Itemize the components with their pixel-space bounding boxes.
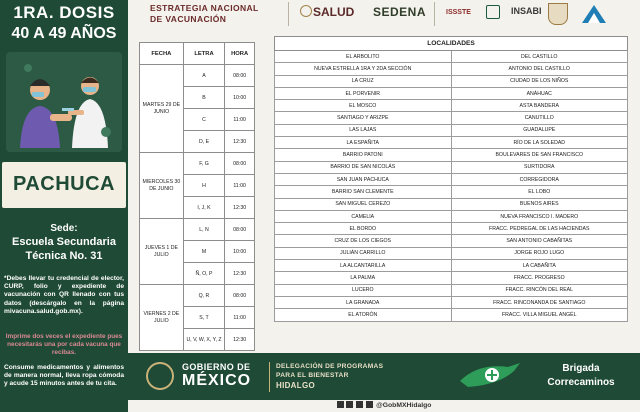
schedule-letra: Ñ, O, P	[183, 263, 225, 285]
mexico-eagle-seal-icon	[146, 362, 174, 390]
schedule-hora: 12:30	[225, 197, 255, 219]
locality-name: BOULEVARES DE SAN FRANCISCO	[451, 149, 628, 161]
locality-name: EL LOBO	[451, 186, 628, 198]
locality-row	[275, 198, 628, 210]
locality-row	[275, 223, 628, 235]
locality-name: LAS LAJAS	[275, 124, 452, 136]
locality-name: GUADALUPE	[451, 124, 628, 136]
locality-name: FRACC. RINCÓN DEL REAL	[451, 284, 628, 296]
locality-name: LA PALMA	[275, 272, 452, 284]
social-handle: @GobMXHidalgo	[376, 402, 432, 409]
locality-name: LA CRUZ	[275, 75, 452, 87]
schedule-hora: 08:00	[225, 65, 255, 87]
header	[128, 0, 640, 30]
schedule-letra: C	[183, 109, 225, 131]
social-bar	[128, 400, 640, 412]
vaccination-illustration	[6, 52, 122, 152]
locality-name: LUCERO	[275, 284, 452, 296]
left-panel	[0, 0, 128, 412]
locality-name: CAMELIA	[275, 210, 452, 222]
locality-row	[275, 149, 628, 161]
footer	[128, 353, 640, 400]
locality-name: LA ESPAÑITA	[275, 137, 452, 149]
locality-name: SANTIAGO Y ARIZPE	[275, 112, 452, 124]
localities-table	[274, 36, 628, 322]
locality-row	[275, 124, 628, 136]
locality-name: EL ATORÓN	[275, 309, 452, 321]
sede-name-line1: Escuela Secundaria	[12, 236, 116, 248]
facebook-icon	[337, 401, 344, 408]
schedule-hora: 12:30	[225, 131, 255, 153]
locality-name: CRUZ DE LOS CIEGOS	[275, 235, 452, 247]
sede-name-line2: Técnica No. 31	[25, 250, 103, 262]
hidalgo-shield-icon	[548, 3, 568, 25]
schedule-hora: 12:30	[225, 329, 255, 351]
locality-name: ANTONIO DEL CASTILLO	[451, 63, 628, 75]
locality-name: EL MOSCO	[275, 100, 452, 112]
delegacion-line2: PARA EL BIENESTAR	[276, 372, 349, 379]
header-divider	[434, 2, 435, 26]
locality-name: SAN MIGUEL CEREZO	[275, 198, 452, 210]
brigada-line2: Correcaminos	[547, 377, 615, 388]
schedule-letra: A	[183, 65, 225, 87]
schedule-row	[140, 285, 255, 307]
schedule-letra: D, E	[183, 131, 225, 153]
locality-name: EL BORDO	[275, 223, 452, 235]
locality-name: SAN ANTONIO CABAÑITAS	[451, 235, 628, 247]
schedule-letra: B	[183, 87, 225, 109]
locality-row	[275, 100, 628, 112]
locality-row	[275, 112, 628, 124]
age-range-title: 40 A 49 AÑOS	[11, 25, 117, 42]
schedule-row	[140, 65, 255, 87]
schedule-hora: 08:00	[225, 153, 255, 175]
locality-name: FRACC. RINCONANDA DE SANTIAGO	[451, 296, 628, 308]
imss-logo-icon	[486, 5, 500, 19]
schedule-hora: 10:00	[225, 241, 255, 263]
schedule-row	[140, 153, 255, 175]
schedule-hora: 11:00	[225, 175, 255, 197]
locality-name: FRACC. PROGRESO	[451, 272, 628, 284]
locality-name: EL PORVENIR	[275, 87, 452, 99]
schedule-hora: 12:30	[225, 263, 255, 285]
insabi-logo: INSABI	[511, 6, 542, 16]
locality-name: CANUTILLO	[451, 112, 628, 124]
schedule-letra: Q, R	[183, 285, 225, 307]
schedule-header-letra: LETRA	[183, 43, 225, 65]
locality-name: NUEVA FRANCISCO I. MADERO	[451, 210, 628, 222]
locality-name: DEL CASTILLO	[451, 51, 628, 63]
header-divider	[288, 2, 289, 26]
schedule-header-row	[140, 43, 255, 65]
schedule-letra: M	[183, 241, 225, 263]
locality-name: ASTA BANDERA	[451, 100, 628, 112]
schedule-hora: 08:00	[225, 219, 255, 241]
locality-name: LA GRANADA	[275, 296, 452, 308]
locality-name: EL ARBOLITO	[275, 51, 452, 63]
locality-name: LA ALCANTARILLA	[275, 260, 452, 272]
schedule-letra: H	[183, 175, 225, 197]
strategy-title-line2: DE VACUNACIÓN	[150, 14, 227, 24]
schedule-table	[139, 42, 255, 351]
gobierno-line1: GOBIERNO DE	[182, 362, 251, 372]
schedule-letra: L, N	[183, 219, 225, 241]
delegacion-line1: DELEGACIÓN DE PROGRAMAS	[276, 363, 384, 370]
locality-row	[275, 173, 628, 185]
localities-header-row	[275, 37, 628, 51]
footer-divider	[269, 362, 270, 392]
print-warning: Imprime dos veces el expediente pues necesitarás una por cada vacuna que recibas.	[5, 333, 123, 356]
locality-name: SURTIDORA	[451, 161, 628, 173]
schedule-date: VIERNES 2 DE JULIO	[140, 285, 184, 351]
locality-row	[275, 260, 628, 272]
locality-row	[275, 75, 628, 87]
locality-name: JORGE ROJO LUGO	[451, 247, 628, 259]
strategy-title-line1: ESTRATEGIA NACIONAL	[150, 3, 259, 13]
issste-logo: ISSSTE	[446, 9, 471, 16]
locality-name: NUEVA ESTRELLA 1RA Y 2DA SECCIÓN	[275, 63, 452, 75]
locality-name: SAN JUAN PACHUCA	[275, 173, 452, 185]
schedule-date: MIERCOLES 30 DE JUNIO	[140, 153, 184, 219]
locality-name: LA CABAÑITA	[451, 260, 628, 272]
locality-row	[275, 137, 628, 149]
salud-logo: SALUD	[313, 5, 355, 19]
dose-title: 1RA. DOSIS	[13, 3, 115, 22]
schedule-header-fecha: FECHA	[140, 43, 184, 65]
schedule-letra: I, J, K	[183, 197, 225, 219]
locality-name: CIUDAD DE LOS NIÑOS	[451, 75, 628, 87]
schedule-letra: S, T	[183, 307, 225, 329]
schedule-hora: 08:00	[225, 285, 255, 307]
locality-name: BARRIO DE SAN NICOLÁS	[275, 161, 452, 173]
roadrunner-logo-icon	[458, 359, 522, 393]
locality-name: FRACC. PEDREGAL DE LAS HACIENDAS	[451, 223, 628, 235]
locality-row	[275, 186, 628, 198]
locality-row	[275, 284, 628, 296]
locality-row	[275, 161, 628, 173]
twitter-icon	[346, 401, 353, 408]
schedule-hora: 11:00	[225, 109, 255, 131]
locality-name: CORREGIDORA	[451, 173, 628, 185]
locality-name: RÍO DE LA SOLEDAD	[451, 137, 628, 149]
youtube-icon	[356, 401, 363, 408]
brigada-line1: Brigada	[562, 363, 600, 374]
locality-name: BARRIO PATONI	[275, 149, 452, 161]
locality-row	[275, 51, 628, 63]
sedena-logo: SEDENA	[373, 5, 427, 19]
requirements-note: *Debes llevar tu credencial de elector, CURP, folio y expediente de vacunación con QR llenado con tus datos (descárgalo en la página mivacuna.salud.gob.mx).	[4, 275, 124, 315]
sede-label: Sede:	[50, 223, 78, 234]
gobierno-line2: MÉXICO	[182, 372, 252, 389]
locality-name: BARRIO SAN CLEMENTE	[275, 186, 452, 198]
city-name: PACHUCA	[12, 173, 115, 195]
schedule-date: JUEVES 1 DE JULIO	[140, 219, 184, 285]
schedule-hora: 10:00	[225, 87, 255, 109]
localities-header: LOCALIDADES	[275, 37, 628, 51]
schedule-letra: U, V, W, X, Y, Z	[183, 329, 225, 351]
locality-row	[275, 296, 628, 308]
instagram-icon	[366, 401, 373, 408]
recommendations-note: Consume medicamentos y alimentos de manera normal, lleva ropa cómoda y acude 15 minutos antes de tu cita.	[4, 364, 124, 388]
proteccion-civil-logo-icon	[580, 3, 608, 25]
schedule-header-hora: HORA	[225, 43, 255, 65]
locality-name: JULIÁN CARRILLO	[275, 247, 452, 259]
locality-row	[275, 247, 628, 259]
locality-row	[275, 210, 628, 222]
schedule-hora: 11:00	[225, 307, 255, 329]
salud-seal-icon	[300, 5, 312, 17]
locality-row	[275, 272, 628, 284]
locality-row	[275, 235, 628, 247]
locality-name: ANÁHUAC	[451, 87, 628, 99]
locality-name: FRACC. VILLA MIGUEL ANGÉL	[451, 309, 628, 321]
locality-row	[275, 309, 628, 321]
schedule-letra: F, G	[183, 153, 225, 175]
schedule-date: MARTES 29 DE JUNIO	[140, 65, 184, 153]
locality-row	[275, 63, 628, 75]
delegacion-line3: HIDALGO	[276, 381, 315, 390]
schedule-row	[140, 219, 255, 241]
locality-name: BUENOS AIRES	[451, 198, 628, 210]
locality-row	[275, 87, 628, 99]
